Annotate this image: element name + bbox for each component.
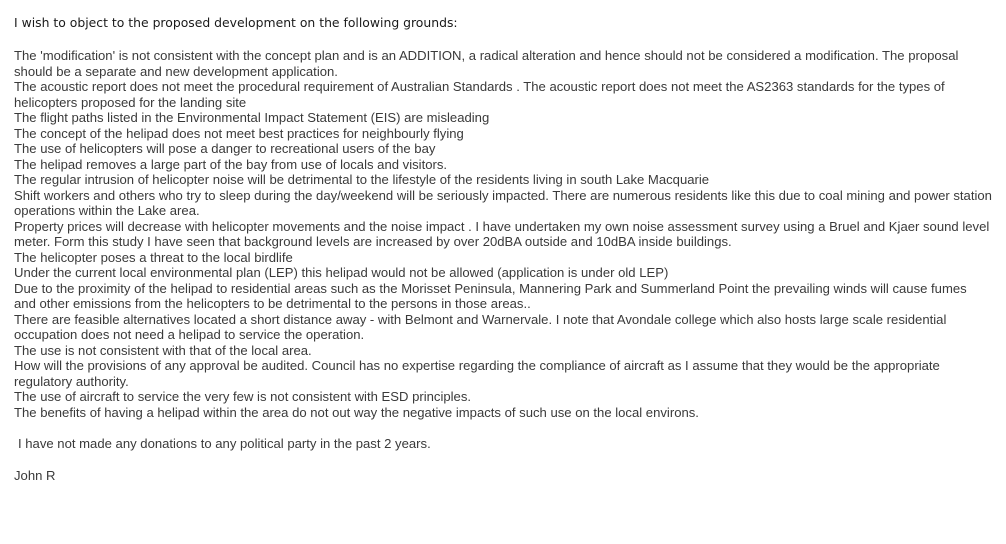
objection-heading: I wish to object to the proposed development on the following grounds: (14, 15, 458, 30)
ground-item: The helicopter poses a threat to the local birdlife (14, 249, 293, 265)
ground-item: The helipad removes a large part of the bay from use of locals and visitors. (14, 156, 448, 172)
ground-item: The use of aircraft to service the very few is not consistent with ESD principles. (14, 389, 472, 404)
submission-document (14, 14, 992, 483)
ground-item: Property prices will decrease with helicopter movements and the noise impact . I have undertaken my own noise assessment survey using a Bruel and Kjaer sound level meter. Form this study I have seen that background levels are increased by over 20dBA outside and 10dBA inside buildings. (14, 218, 990, 249)
ground-item: The benefits of having a helipad within the area do not out way the negative impacts of such use on the local environs. (14, 404, 699, 420)
ground-item: How will the provisions of any approval be audited. Council has no expertise regarding the compliance of aircraft as I assume that they would be the appropriate regulatory authority. (14, 358, 940, 389)
ground-item: The concept of the helipad does not meet best practices for neighbourly flying (14, 125, 464, 141)
ground-item: The use of helicopters will pose a danger to recreational users of the bay (14, 141, 436, 156)
ground-item: Under the current local environmental plan (LEP) this helipad would not be allowed (application is under old LEP) (14, 265, 669, 280)
ground-item: Shift workers and others who try to sleep during the day/weekend will be seriously impacted. There are numerous residents like this due to coal mining and power station operations within the Lake area. (14, 187, 992, 218)
signature-name: John R (14, 467, 56, 483)
ground-item: The acoustic report does not meet the procedural requirement of Australian Standards . The acoustic report does not meet the AS2363 standards for the types of helicopters proposed for the landing site (14, 79, 945, 110)
ground-item: There are feasible alternatives located a short distance away - with Belmont and Warnervale. I note that Avondale college which also hosts large scale residential occupation does not need a helipad to service the operation. (14, 311, 947, 342)
ground-item: The flight paths listed in the Environmental Impact Statement (EIS) are misleading (14, 110, 490, 125)
ground-item: The use is not consistent with that of the local area. (14, 342, 312, 358)
donation-declaration: I have not made any donations to any political party in the past 2 years. (18, 436, 431, 451)
ground-item: Due to the proximity of the helipad to residential areas such as the Morisset Peninsula, Mannering Park and Summerland Point the prevailing winds will cause fumes and other emissions from the helicopters to be detrimental to the persons in those areas.. (14, 280, 967, 311)
grounds-list (14, 48, 992, 420)
ground-item: The regular intrusion of helicopter noise will be detrimental to the lifestyle of the residents living in south Lake Macquarie (14, 172, 710, 187)
ground-item: The 'modification' is not consistent with the concept plan and is an ADDITION, a radical alteration and hence should not be considered a modification. The proposal should be a separate and new development application. (14, 48, 959, 79)
